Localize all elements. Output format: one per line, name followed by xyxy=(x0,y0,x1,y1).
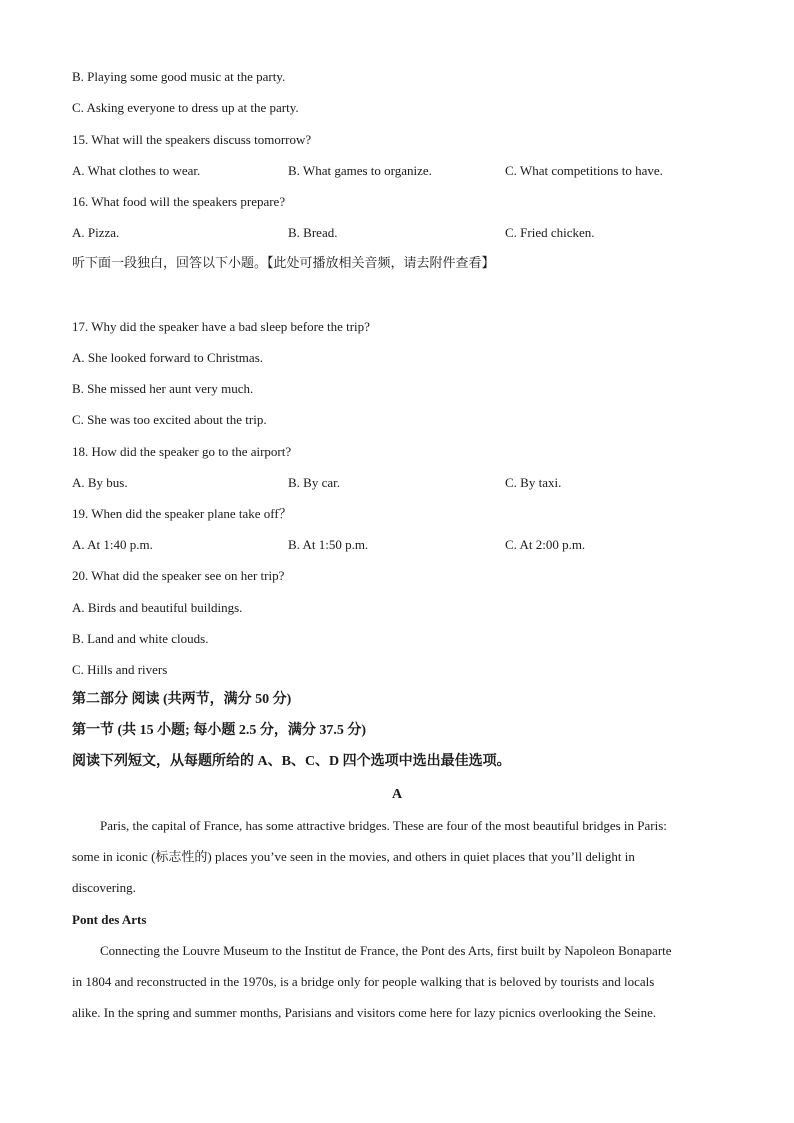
passage-line: some in iconic (标志性的) places you’ve seen in the movies, and others in quiet places that you’ll delight in xyxy=(72,849,635,864)
q19-option-a: A. At 1:40 p.m. xyxy=(72,537,153,552)
passage-line: Connecting the Louvre Museum to the Institut de France, the Pont des Arts, first built by Napoleon Bonaparte xyxy=(100,943,672,958)
q15-option-c: C. What competitions to have. xyxy=(505,163,663,178)
q17-option-b: B. She missed her aunt very much. xyxy=(72,381,254,396)
q15-option-b: B. What games to organize. xyxy=(288,163,432,178)
passage-line: in 1804 and reconstructed in the 1970s, is a bridge only for people walking that is beloved by tourists and locals xyxy=(72,974,655,989)
q15-option-a: A. What clothes to wear. xyxy=(72,163,201,178)
section1-title: 第一节 (共 15 小题; 每小题 2.5 分，满分 37.5 分) xyxy=(72,723,366,738)
q20-option-c: C. Hills and rivers xyxy=(72,662,168,677)
q18-option-c: C. By taxi. xyxy=(505,475,562,490)
q20-option-a: A. Birds and beautiful buildings. xyxy=(72,600,243,615)
q17-option-c: C. She was too excited about the trip. xyxy=(72,412,267,427)
q16-question: 16. What food will the speakers prepare? xyxy=(72,194,286,209)
q16-option-c: C. Fried chicken. xyxy=(505,225,595,240)
q18-option-a: A. By bus. xyxy=(72,475,128,490)
q17-option-a: A. She looked forward to Christmas. xyxy=(72,350,264,365)
passage-line: Paris, the capital of France, has some attractive bridges. These are four of the most beautiful bridges in Paris: xyxy=(100,818,667,833)
monologue-instruction: 听下面一段独白，回答以下小题。【此处可播放相关音频，请去附件查看】 xyxy=(72,256,495,271)
q17-question: 17. Why did the speaker have a bad sleep before the trip? xyxy=(72,319,370,334)
q14-option-b: B. Playing some good music at the party. xyxy=(72,69,286,84)
q14-option-c: C. Asking everyone to dress up at the party. xyxy=(72,100,299,115)
q15-question: 15. What will the speakers discuss tomorrow? xyxy=(72,132,312,147)
q19-question: 19. When did the speaker plane take off？ xyxy=(72,506,292,521)
q20-option-b: B. Land and white clouds. xyxy=(72,631,209,646)
part2-title: 第二部分 阅读 (共两节，满分 50 分) xyxy=(72,692,292,707)
q18-option-b: B. By car. xyxy=(288,475,340,490)
reading-instruction: 阅读下列短文，从每题所给的 A、B、C、D 四个选项中选出最佳选项。 xyxy=(72,754,511,769)
q16-option-a: A. Pizza. xyxy=(72,225,120,240)
passage-line: discovering. xyxy=(72,880,136,895)
passage-line: alike. In the spring and summer months, Parisians and visitors come here for lazy picnics overlooking the Seine. xyxy=(72,1005,657,1020)
q19-option-b: B. At 1:50 p.m. xyxy=(288,537,369,552)
passage-label: A xyxy=(391,787,403,802)
q20-question: 20. What did the speaker see on her trip? xyxy=(72,568,285,583)
subheading-pont-des-arts: Pont des Arts xyxy=(72,912,147,927)
q16-option-b: B. Bread. xyxy=(288,225,338,240)
q19-option-c: C. At 2:00 p.m. xyxy=(505,537,586,552)
q18-question: 18. How did the speaker go to the airport? xyxy=(72,444,292,459)
